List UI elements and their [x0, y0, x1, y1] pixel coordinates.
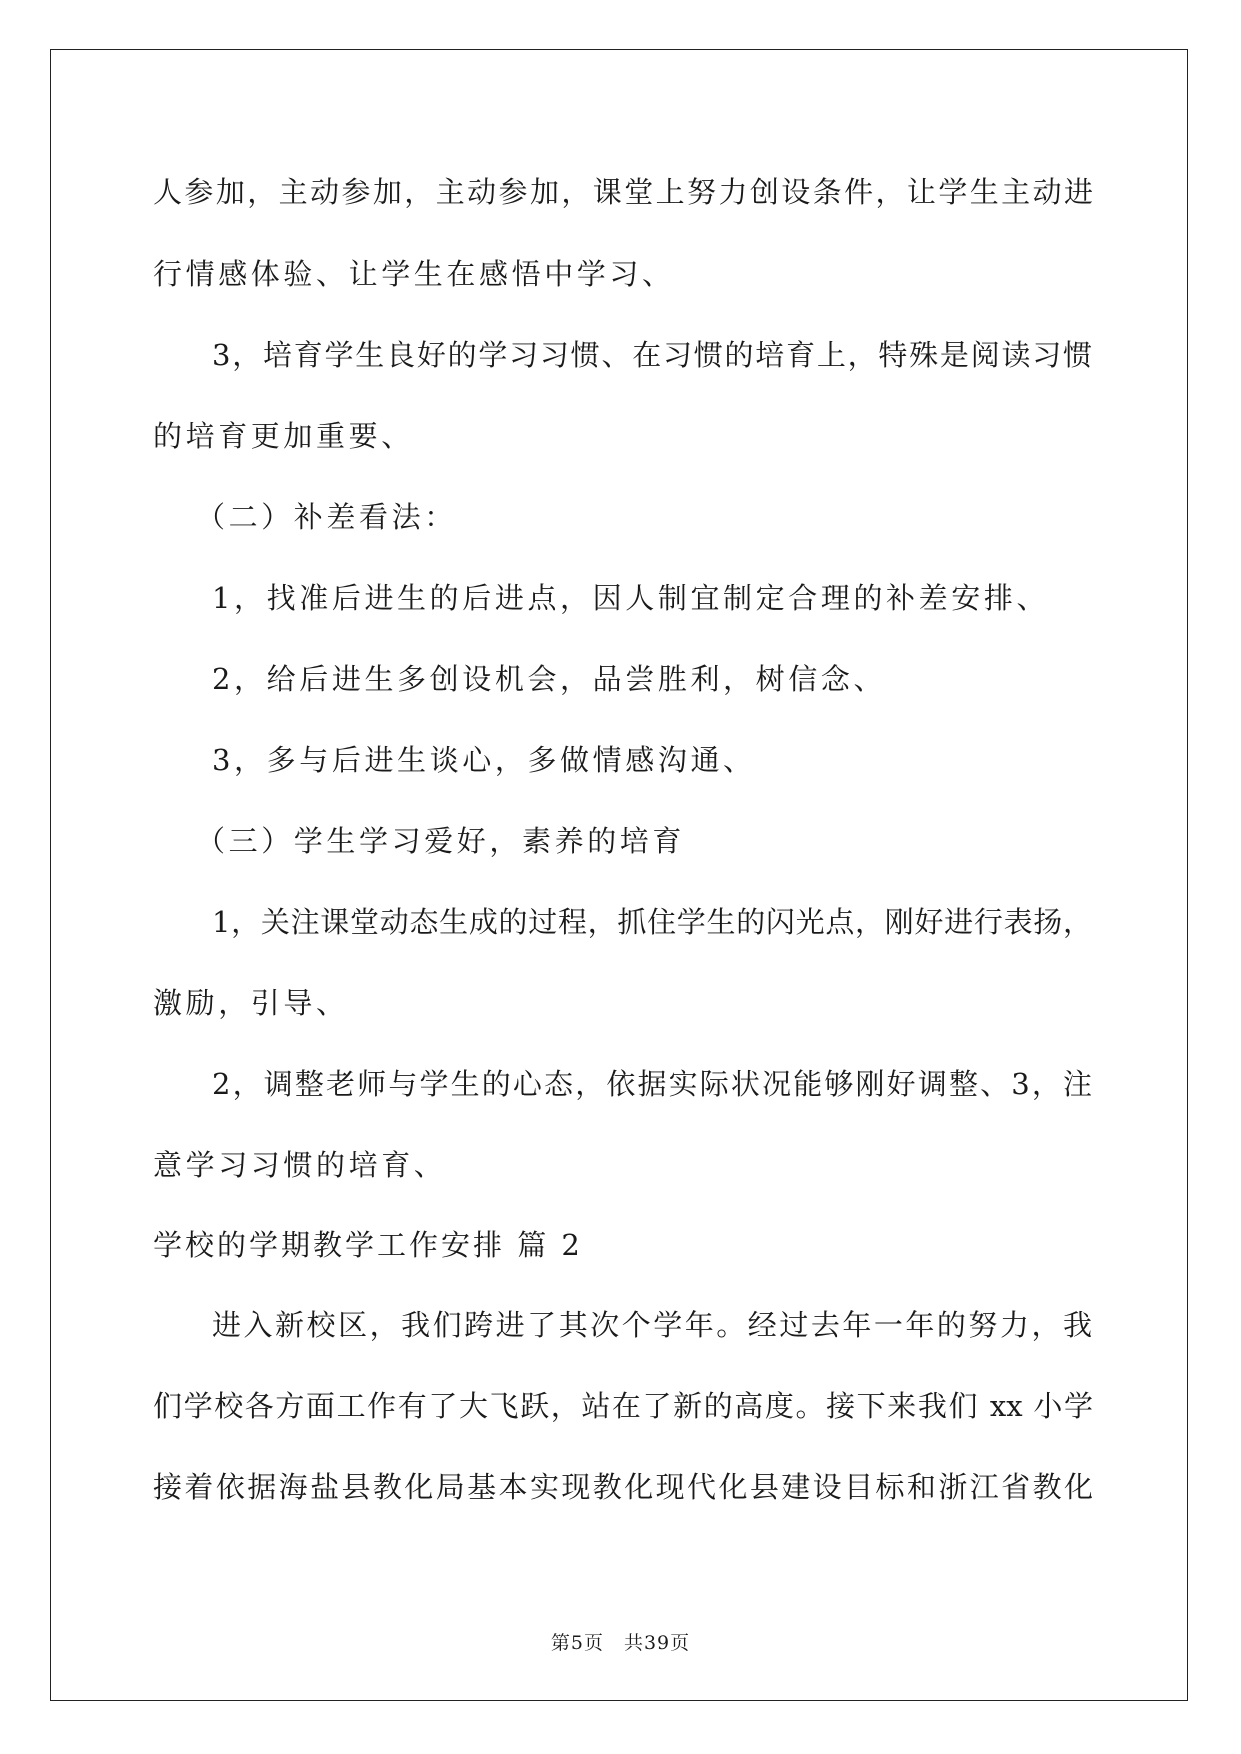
list-item: 1，找准后进生的后进点，因人制宜制定合理的补差安排、	[212, 581, 1050, 615]
article-title: 学校的学期教学工作安排 篇 2	[153, 1228, 583, 1262]
list-item: 2，调整老师与学生的心态，依据实际状况能够刚好调整、3，注	[212, 1067, 1092, 1101]
body-text-line: 激励，引导、	[153, 986, 349, 1020]
body-text-line: 意学习习惯的培育、	[153, 1148, 447, 1182]
list-item: 1，关注课堂动态生成的过程，抓住学生的闪光点，刚好进行表扬，	[212, 905, 1092, 939]
body-text-line: 的培育更加重要、	[153, 419, 414, 453]
section-heading: （三）学生学习爱好，素养的培育	[196, 824, 686, 858]
page-number-footer: 第5页 共39页	[550, 1632, 691, 1654]
list-item: 3，多与后进生谈心，多做情感沟通、	[212, 743, 756, 777]
section-heading: （二）补差看法：	[196, 500, 457, 534]
body-text-line: 3，培育学生良好的学习习惯、在习惯的培育上，特殊是阅读习惯	[212, 338, 1092, 372]
list-item: 2，给后进生多创设机会，品尝胜利，树信念、	[212, 662, 887, 696]
body-text-line: 人参加，主动参加，主动参加，课堂上努力创设条件，让学生主动进	[153, 175, 1093, 209]
body-text-line: 进入新校区，我们跨进了其次个学年。经过去年一年的努力，我	[212, 1308, 1092, 1342]
page-border	[50, 49, 1188, 1701]
body-text-line: 们学校各方面工作有了大飞跃，站在了新的高度。接下来我们 xx 小学	[153, 1389, 1093, 1423]
body-text-line: 接着依据海盐县教化局基本实现教化现代化县建设目标和浙江省教化	[153, 1470, 1093, 1504]
body-text-line: 行情感体验、让学生在感悟中学习、	[153, 257, 675, 291]
